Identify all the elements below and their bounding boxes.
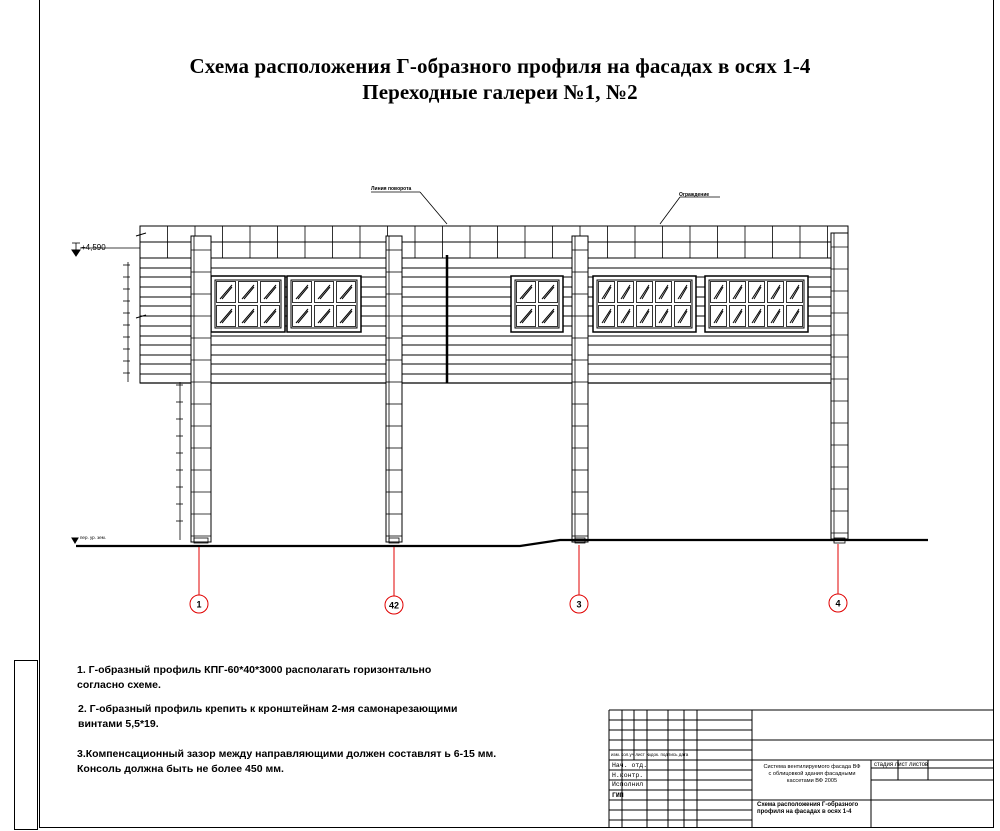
ground-level-label: пер. ур. зем. [80, 535, 107, 540]
drawing-name [757, 802, 858, 816]
drawing-title: Схема расположения Г-образного профиля на фасадах в осях 1-4 [189, 54, 811, 78]
nach-otd-label: Нач. отд. [612, 762, 648, 769]
note-3 [77, 747, 496, 777]
note-line: 3.Компенсационный зазор между направляющими должен составлят ь 6-15 мм. [77, 748, 497, 760]
axis-marker [385, 547, 403, 614]
axis-marker [570, 545, 588, 613]
system-line: с облицовкой здания фасадными [768, 771, 856, 777]
system-description [752, 764, 872, 785]
window-frame [593, 276, 696, 332]
window-frame [511, 276, 563, 332]
system-line: Система вентилируемого фасада ВФ [763, 764, 861, 770]
window-frame [211, 276, 285, 332]
note-2 [78, 702, 458, 732]
note-1 [77, 663, 431, 693]
n-kontr-label: Н.контр. [612, 772, 644, 779]
window-frame [705, 276, 808, 332]
column [386, 236, 402, 542]
leader-line [660, 197, 680, 224]
axis-marker [829, 544, 847, 612]
axis-label: 3 [576, 599, 582, 610]
break-mark [136, 233, 146, 236]
note-line: Консоль должна быть не более 450 мм. [77, 763, 284, 775]
stage-sheet-header: стадия лист листов [874, 762, 929, 768]
window-frame [287, 276, 361, 332]
axis-marker [190, 547, 208, 613]
rotation-line-label: Линия поворота [371, 186, 412, 192]
note-line: согласно схеме. [77, 679, 161, 691]
ground-mark-triangle [72, 538, 78, 543]
elevation-mark-label: +4,590 [81, 243, 106, 252]
ispolnil-label: Исполнил [612, 781, 644, 788]
elevation-triangle [72, 250, 80, 256]
column [831, 233, 848, 539]
note-line: 1. Г-образный профиль КПГ-60*40*3000 располагать горизонтально [77, 664, 432, 676]
system-line: кассетами ВФ 2005 [786, 778, 838, 784]
axis-label: 4 [835, 598, 841, 609]
column [572, 236, 588, 542]
fence-label: Ограждение [679, 192, 710, 198]
note-line: винтами 5,5*19. [78, 718, 159, 730]
note-line: 2. Г-образный профиль крепить к кронштейнам 2-мя самонарезающими [78, 703, 458, 715]
axis-label: 42 [388, 600, 400, 611]
break-mark [136, 315, 146, 318]
drawing-subtitle: Переходные галереи №1, №2 [362, 80, 638, 104]
leader-line [420, 192, 447, 224]
axis-label: 1 [196, 599, 202, 610]
gip-label: ГИП [612, 792, 624, 799]
title-block-header-row: изм. кол.уч лист №док. подпись дата [611, 752, 689, 757]
drawing-name-line: профиля на фасадах в осях 1-4 [757, 809, 852, 815]
drawing-name-line: Схема расположения Г-образного [757, 802, 859, 808]
